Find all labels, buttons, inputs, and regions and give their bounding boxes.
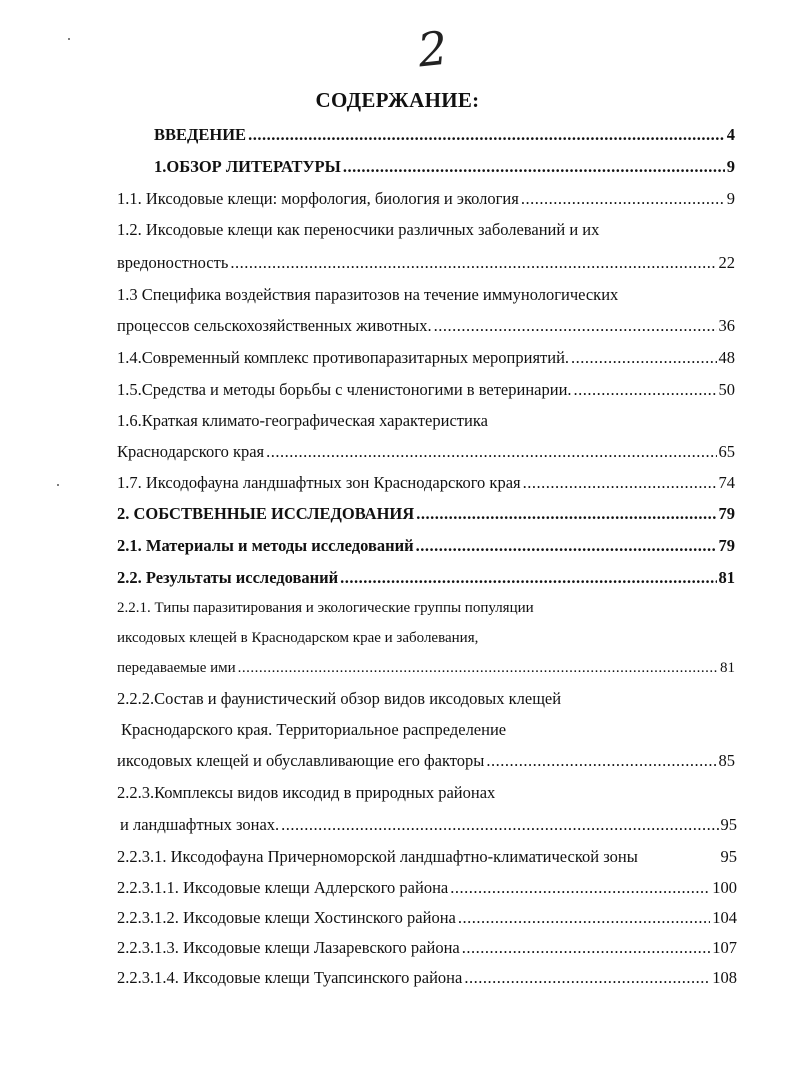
toc-page: 65	[718, 442, 735, 461]
toc-entry-text: вредоностность	[117, 253, 229, 272]
toc-entry-line	[117, 627, 735, 649]
toc-entry[interactable]	[117, 567, 735, 589]
toc-leader	[523, 472, 717, 494]
toc-entry-text: 1.4.Современный комплекс противопаразитарных мероприятий.	[117, 348, 570, 367]
toc-leader	[266, 441, 716, 463]
toc-entry-text: 2. СОБСТВЕННЫЕ ИССЛЕДОВАНИЯ	[117, 504, 415, 523]
toc-entry-text: Краснодарского края	[117, 442, 265, 461]
toc-leader	[248, 124, 725, 146]
toc-page: 74	[718, 473, 735, 492]
page-number: 2	[415, 20, 451, 78]
toc-entry-line	[117, 410, 735, 432]
toc-entry-text: 2.2.3.1.3. Иксодовые клещи Лазаревского района	[117, 938, 460, 957]
toc-entry-text: 1.5.Средства и методы борьбы с членистоногими в ветеринарии.	[117, 380, 572, 399]
toc-leader	[574, 379, 717, 401]
toc-entry-text: передаваемые ими	[117, 660, 236, 676]
toc-entry-text: 2.2.3.1.2. Иксодовые клещи Хостинского района	[117, 908, 456, 927]
toc-leader	[416, 503, 716, 525]
toc-entry[interactable]	[117, 535, 735, 557]
toc-leader	[281, 814, 718, 836]
toc-page: 22	[718, 253, 735, 272]
toc-leader	[416, 535, 717, 557]
toc-title: СОДЕРЖАНИЕ:	[315, 88, 480, 112]
toc-page: 9	[726, 189, 735, 208]
toc-entry-text: 2.2.3.1.1. Иксодовые клещи Адлерского района	[117, 878, 449, 897]
toc-page: 9	[726, 157, 735, 176]
toc-leader	[238, 657, 718, 679]
toc-page: 50	[718, 380, 735, 399]
toc-entry[interactable]	[154, 124, 735, 146]
toc-entry-text: 2.2.3.1. Иксодофауна Причерноморской ландшафтно-климатической зоны	[117, 847, 638, 866]
toc-entry-text: ВВЕДЕНИЕ	[154, 125, 247, 144]
toc-leader	[434, 315, 717, 337]
toc-entry-text: 1.2. Иксодовые клещи как переносчики различных заболеваний и их	[117, 220, 600, 239]
toc-leader	[340, 567, 716, 589]
toc-entry-text: 2.2.3.Комплексы видов иксодид в природных районах	[117, 783, 496, 802]
toc-leader	[450, 877, 710, 899]
toc-entry-text: 2.2. Результаты исследований	[117, 568, 339, 587]
toc-entry-line	[117, 284, 735, 306]
toc-entry-text: 2.1. Материалы и методы исследований	[117, 536, 414, 555]
toc-leader	[343, 156, 725, 178]
toc-entry-text: иксодовых клещей и обуславливающие его факторы	[117, 751, 485, 770]
toc-entry-text: 1.1. Иксодовые клещи: морфология, биология и экология	[117, 189, 519, 208]
toc-entry[interactable]	[117, 347, 735, 369]
toc-leader	[571, 347, 716, 369]
toc-page: 85	[718, 751, 735, 770]
toc-page: 104	[712, 908, 737, 927]
toc-entry-text: иксодовых клещей в Краснодарском крае и заболевания,	[117, 630, 479, 646]
toc-page: 48	[718, 348, 735, 367]
toc-leader	[521, 188, 725, 210]
scan-speck	[57, 484, 59, 486]
toc-entry[interactable]	[117, 188, 735, 210]
toc-entry[interactable]	[117, 846, 737, 868]
toc-entry[interactable]	[154, 156, 735, 178]
toc-entry-line	[117, 597, 735, 619]
toc-entry[interactable]	[117, 877, 737, 899]
toc-page: 95	[720, 847, 737, 866]
toc-entry[interactable]	[117, 657, 735, 679]
toc-entry-text: 1.3 Специфика воздействия паразитозов на течение иммунологических	[117, 285, 619, 304]
toc-entry-text: 1.ОБЗОР ЛИТЕРАТУРЫ	[154, 157, 341, 176]
toc-entry[interactable]	[117, 252, 735, 274]
toc-entry-text: 2.2.3.1.4. Иксодовые клещи Туапсинского района	[117, 968, 463, 987]
toc-entry[interactable]	[117, 750, 735, 772]
toc-entry-text: Краснодарского края. Территориальное распределение	[121, 720, 507, 739]
toc-entry[interactable]	[120, 814, 737, 836]
toc-entry[interactable]	[117, 472, 735, 494]
toc-leader	[230, 252, 716, 274]
toc-entry-text: 2.2.2.Состав и фаунистический обзор видов иксодовых клещей	[117, 689, 562, 708]
toc-page: 107	[712, 938, 737, 957]
toc-entry[interactable]	[117, 315, 735, 337]
toc-entry[interactable]	[117, 503, 735, 525]
toc-page: 100	[712, 878, 737, 897]
toc-entry[interactable]	[117, 441, 735, 463]
toc-page: 79	[718, 536, 735, 555]
toc-entry-line	[117, 782, 735, 804]
toc-leader	[486, 750, 716, 772]
toc-entry-text: и ландшафтных зонах.	[120, 815, 280, 834]
toc-page: 81	[718, 568, 735, 587]
toc-entry[interactable]	[117, 937, 737, 959]
toc-entry[interactable]	[117, 967, 737, 989]
toc-entry-text: 1.6.Краткая климато-географическая характеристика	[117, 411, 488, 430]
toc-leader	[464, 967, 710, 989]
toc-entry-text: 1.7. Иксодофауна ландшафтных зон Краснодарского края	[117, 473, 521, 492]
toc-page: 108	[712, 968, 737, 987]
toc-entry[interactable]	[117, 379, 735, 401]
toc-entry-text: процессов сельскохозяйственных животных.	[117, 316, 432, 335]
toc-page: 95	[720, 815, 737, 834]
toc-page: 79	[718, 504, 735, 523]
toc-entry-line	[117, 688, 735, 710]
toc-entry-line	[117, 219, 735, 241]
toc-leader	[462, 937, 711, 959]
toc-page: 4	[726, 125, 735, 144]
toc-leader	[458, 907, 710, 929]
toc-page: 81	[720, 660, 735, 676]
toc-entry-line	[121, 719, 735, 741]
scan-speck	[68, 38, 70, 40]
toc-page: 36	[718, 316, 735, 335]
toc-entry-text: 2.2.1. Типы паразитирования и экологические группы популяции	[117, 600, 534, 616]
toc-entry[interactable]	[117, 907, 737, 929]
